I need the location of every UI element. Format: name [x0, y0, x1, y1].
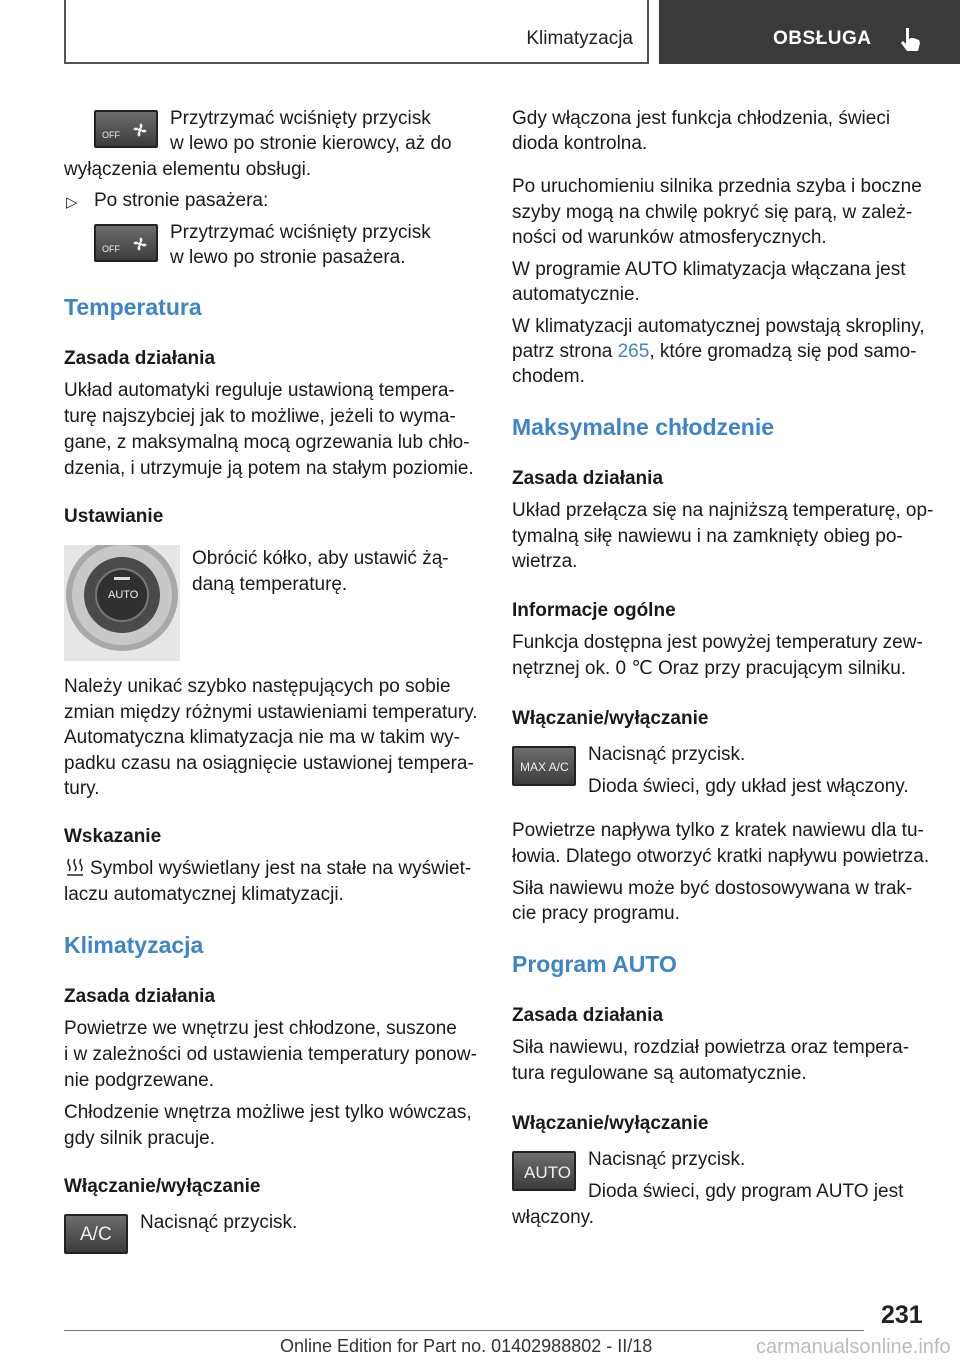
text-line: Dioda świeci, gdy program AUTO jest: [588, 1181, 904, 1202]
paragraph: Przytrzymać wciśnięty przycisk: [170, 222, 431, 243]
watermark: carmanualsonline.info: [756, 1336, 951, 1358]
text-line: szyby mogą na chwilę pokryć się parą, w zależ-: [512, 202, 913, 223]
text-line: tymalną siłę nawiewu i na zamknięty obieg po-: [512, 526, 903, 547]
text-line: Dioda świeci, gdy układ jest włączony.: [588, 776, 909, 797]
subheading: Zasada działania: [512, 1005, 664, 1026]
auto-button: [512, 1151, 576, 1191]
text-line: tury.: [64, 778, 100, 799]
max-ac-button: [512, 746, 576, 786]
text-line: daną temperaturę.: [192, 574, 348, 595]
heading-program-auto: Program AUTO: [512, 951, 677, 977]
knob-auto-label: AUTO: [108, 589, 139, 601]
text-line: chodem.: [512, 366, 585, 387]
text-line: nętrznej ok. 0 ℃ Oraz przy pracującym silniku.: [512, 658, 907, 679]
paragraph: Przytrzymać wciśnięty przycisk: [170, 108, 431, 129]
off-label: OFF: [102, 130, 120, 140]
text-line: Powietrze we wnętrzu jest chłodzone, suszone: [64, 1018, 457, 1039]
page-number: 231: [881, 1301, 923, 1329]
auto-button-label: AUTO: [524, 1163, 571, 1182]
text-line: W programie AUTO klimatyzacja włączana jest: [512, 259, 906, 280]
text-line: Gdy włączona jest funkcja chłodzenia, świeci: [512, 108, 891, 129]
subheading: Zasada działania: [64, 986, 216, 1007]
text-line: padku czasu na osiągnięcie ustawionej tempera-: [64, 753, 474, 774]
text-line: W klimatyzacji automatycznej powstają skropliny,: [512, 316, 925, 337]
text-fragment: , które gromadzą się pod samo-: [649, 341, 917, 362]
text-line: Układ przełącza się na najniższą temperaturę, op-: [512, 500, 934, 521]
subheading: Informacje ogólne: [512, 600, 676, 621]
text-line: zmian między różnymi ustawieniami temperatury.: [64, 702, 478, 723]
text-line: automatycznie.: [512, 284, 640, 305]
defrost-symbol-icon: [66, 857, 84, 877]
text-line: wietrza.: [512, 551, 578, 572]
subheading: Zasada działania: [64, 348, 216, 369]
heading-temperatura: Temperatura: [64, 294, 202, 320]
text-line: laczu automatycznej klimatyzacji.: [64, 884, 344, 905]
text-line-with-link: [512, 339, 917, 365]
subheading: Zasada działania: [512, 468, 664, 489]
bullet-marker: ▷: [66, 194, 78, 211]
text-line: gane, z maksymalną mocą ogrzewania lub chło-: [64, 432, 470, 453]
text-line: Siła nawiewu może być dostosowywana w trak-: [512, 878, 913, 899]
text-line: tura regulowane są automatycznie.: [512, 1063, 807, 1084]
chapter-tab-label: OBSŁUGA: [773, 28, 872, 49]
heading-max-cooling: Maksymalne chłodzenie: [512, 414, 775, 440]
text-line: Nacisnąć przycisk.: [140, 1212, 298, 1233]
text-line: Nacisnąć przycisk.: [588, 744, 746, 765]
max-ac-button-label: MAX A/C: [520, 760, 569, 774]
text-line: Obrócić kółko, aby ustawić żą-: [192, 548, 449, 569]
text-line: Symbol wyświetlany jest na stałe na wyświet-: [90, 858, 472, 879]
text-line: włączony.: [512, 1207, 595, 1228]
chapter-tab[interactable]: [659, 0, 960, 64]
text-line: gdy silnik pracuje.: [64, 1128, 216, 1149]
text-fragment: patrz strona: [512, 341, 618, 362]
subheading: Włączanie/wyłączanie: [64, 1176, 261, 1197]
bullet-text: Po stronie pasażera:: [94, 190, 269, 211]
subheading: Włączanie/wyłączanie: [512, 1113, 709, 1134]
fan-off-button-driver: [94, 110, 158, 148]
paragraph: wyłączenia elementu obsługi.: [64, 159, 312, 180]
page-link-265[interactable]: 265: [617, 341, 650, 362]
off-label: OFF: [102, 244, 120, 254]
hand-pointer-icon: [897, 26, 923, 54]
text-line: Powietrze napływa tylko z kratek nawiewu dla tu-: [512, 820, 924, 841]
text-line: Układ automatyki reguluje ustawioną tempera-: [64, 380, 455, 401]
text-line: dioda kontrolna.: [512, 133, 648, 154]
text-line: Nacisnąć przycisk.: [588, 1149, 746, 1170]
text-line: ności od warunków atmosferycznych.: [512, 227, 827, 248]
footer-divider: [64, 1330, 864, 1331]
text-line: Należy unikać szybko następujących po sobie: [64, 676, 451, 697]
text-line: Siła nawiewu, rozdział powietrza oraz tempera-: [512, 1037, 910, 1058]
edition-text: Online Edition for Part no. 01402988802 - II/18: [280, 1336, 653, 1356]
knob-icon: [64, 545, 180, 661]
temperature-knob-image: [64, 545, 180, 661]
fan-off-button-passenger: [94, 224, 158, 262]
text-line: Chłodzenie wnętrza możliwe jest tylko wówczas,: [64, 1102, 472, 1123]
text-line: łowia. Dlatego otworzyć kratki napływu powietrza.: [512, 846, 930, 867]
text-line: cie pracy programu.: [512, 903, 680, 924]
paragraph: w lewo po stronie kierowcy, aż do: [170, 133, 452, 154]
text-line: turę najszybciej jak to możliwe, jeżeli to wyma-: [64, 406, 456, 427]
text-line: Funkcja dostępna jest powyżej temperatury zew-: [512, 632, 923, 653]
text-line: Automatyczna klimatyzacja nie ma w takim wy-: [64, 727, 460, 748]
text-line: Po uruchomieniu silnika przednia szyba i boczne: [512, 176, 922, 197]
text-line: dzenia, i utrzymuje ją potem na stałym poziomie.: [64, 458, 474, 479]
paragraph: w lewo po stronie pasażera.: [170, 247, 406, 268]
header-section-box: [64, 0, 649, 64]
subheading: Ustawianie: [64, 506, 164, 527]
text-line: i w zależności od ustawienia temperatury ponow-: [64, 1044, 477, 1065]
section-title: Klimatyzacja: [526, 28, 633, 49]
text-line: nie podgrzewane.: [64, 1070, 214, 1091]
subheading: Wskazanie: [64, 826, 162, 847]
subheading: Włączanie/wyłączanie: [512, 708, 709, 729]
fan-icon: [130, 120, 150, 140]
ac-button-label: A/C: [80, 1224, 112, 1245]
heading-klimatyzacja: Klimatyzacja: [64, 932, 204, 958]
fan-icon: [130, 234, 150, 254]
ac-button: [64, 1214, 128, 1254]
